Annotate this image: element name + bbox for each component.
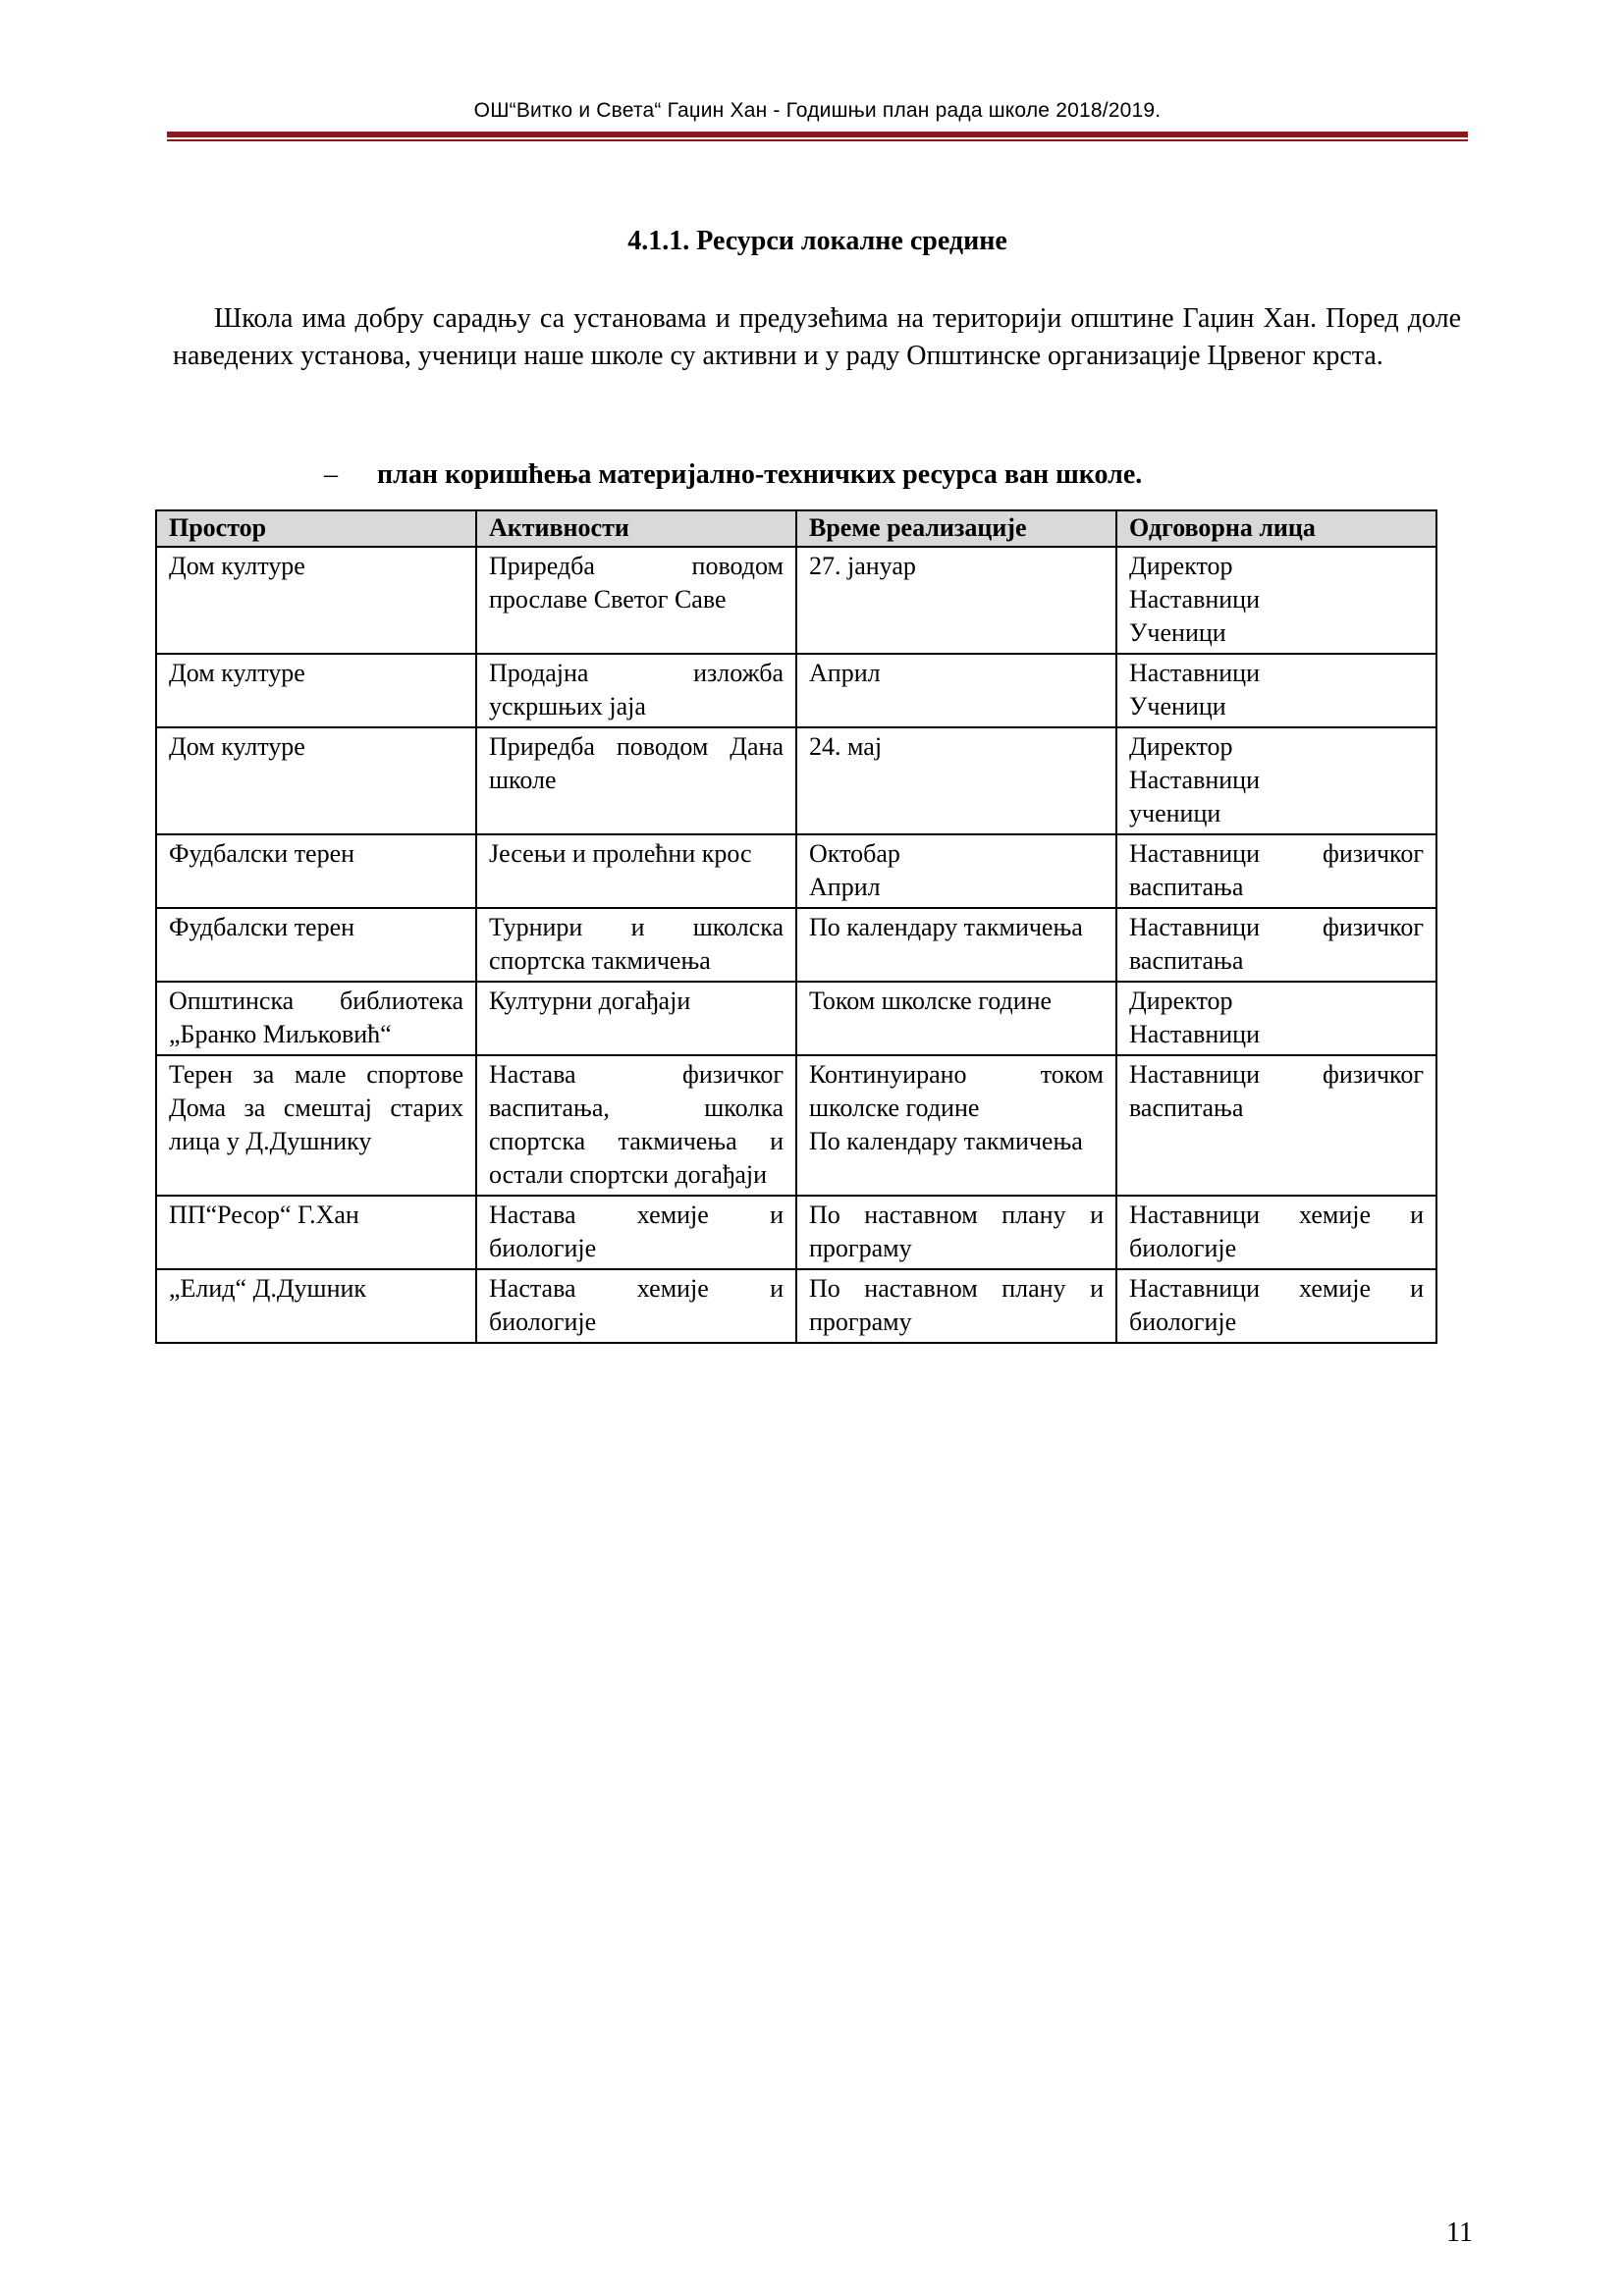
cell-vreme [796,547,1116,654]
cell-text: Наставници [1129,766,1261,794]
bullet-dash: – [324,459,338,490]
cell-text: Директор [1129,552,1233,580]
cell-vreme [796,982,1116,1055]
cell-text: Дом културе [169,732,305,761]
cell-lica [1116,654,1436,727]
header-rule [167,132,1468,137]
cell-lica [1116,1196,1436,1269]
table-body [156,547,1436,1343]
cell-text: По календару такмичења [809,913,1083,941]
cell-text: Настава физичког васпитања, школка спортска такмичења и остали спортски догађаји [489,1060,784,1189]
table-row [156,547,1436,654]
cell-aktivnosti [476,908,796,982]
cell-text: Јесењи и пролећни крос [489,839,752,868]
cell-text: Наставници [1129,585,1261,614]
cell-text: Културни догађаји [489,987,691,1015]
cell-aktivnosti [476,982,796,1055]
bullet-text: план коришћења материјално-техничких ресурса ван школе. [377,459,1143,490]
cell-lica [1116,1269,1436,1343]
cell-text: Настава хемије и биологије [489,1201,784,1262]
resources-table [155,509,1437,1344]
cell-text: Приредба поводом прославе Светог Саве [489,552,784,614]
table-row [156,727,1436,834]
cell-prostor [156,727,476,834]
cell-text: Наставници хемије и биологије [1129,1201,1424,1262]
cell-prostor [156,982,476,1055]
page-number: 11 [1446,2217,1473,2248]
header-cell-prostor: Простор [156,510,476,547]
document-header: ОШ“Витко и Света“ Гаџин Хан - Годишњи план рада школе 2018/2019. [473,99,1162,122]
cell-text: Терен за мале спортове Дома за смештај старих лица у Д.Душнику [169,1060,463,1155]
cell-text: Октобар [809,839,900,868]
cell-vreme [796,834,1116,908]
cell-text: ПП“Ресор“ Г.Хан [169,1201,359,1229]
cell-prostor [156,547,476,654]
cell-text: Ученици [1129,692,1226,721]
header-cell-aktivnosti: Активности [476,510,796,547]
cell-text: Приредба поводом Дана школе [489,732,784,794]
cell-text: 24. мај [809,732,883,761]
cell-text: Ученици [1129,618,1226,647]
cell-lica [1116,1055,1436,1196]
header-rule-thin [167,139,1468,141]
cell-text: Директор [1129,987,1233,1015]
cell-lica [1116,547,1436,654]
cell-text: Наставници [1129,1020,1261,1048]
cell-text: Април [809,873,881,901]
cell-lica [1116,834,1436,908]
header-cell-lica: Одговорна лица [1116,510,1436,547]
cell-text: Дом културе [169,552,305,580]
cell-aktivnosti [476,547,796,654]
cell-text: По наставном плану и програму [809,1274,1104,1336]
cell-text: Наставници физичког васпитања [1129,839,1424,901]
cell-text: Фудбалски терен [169,913,355,941]
cell-lica [1116,982,1436,1055]
cell-vreme [796,727,1116,834]
cell-text: По календару такмичења [809,1127,1083,1155]
section-heading: 4.1.1. Ресурси локалне средине [627,226,1007,256]
cell-prostor [156,654,476,727]
cell-text: Наставници хемије и биологије [1129,1274,1424,1336]
cell-prostor [156,1055,476,1196]
cell-text: 27. јануар [809,552,916,580]
cell-text: „Елид“ Д.Душник [169,1274,367,1303]
table-row [156,982,1436,1055]
cell-lica [1116,908,1436,982]
cell-vreme [796,654,1116,727]
cell-text: Наставници физичког васпитања [1129,1060,1424,1122]
cell-aktivnosti [476,1055,796,1196]
table-row [156,1196,1436,1269]
plan-bullet [324,457,1404,493]
table-row [156,654,1436,727]
cell-vreme [796,1196,1116,1269]
cell-aktivnosti [476,834,796,908]
table-row [156,908,1436,982]
cell-prostor [156,1269,476,1343]
cell-text: Наставници физичког васпитања [1129,913,1424,975]
cell-text: По наставном плану и програму [809,1201,1104,1262]
cell-text: Продајна изложба ускршњих јаја [489,659,784,721]
table-header-row [156,510,1436,547]
cell-aktivnosti [476,1196,796,1269]
table-row [156,834,1436,908]
cell-text: Април [809,659,881,687]
intro-paragraph: Школа има добру сарадњу са установама и предузећима на територији општине Гаџин Хан. Поред доле наведених установа, ученици наше школе су активни и у раду Општинске организације Црвеног крста. [173,303,1461,371]
table-row [156,1269,1436,1343]
cell-vreme [796,908,1116,982]
cell-text: Турнири и школска спортска такмичења [489,913,784,975]
cell-aktivnosti [476,1269,796,1343]
cell-vreme [796,1055,1116,1196]
cell-text: Континуирано током школске године [809,1060,1104,1122]
cell-prostor [156,908,476,982]
cell-text: Наставници [1129,659,1261,687]
cell-vreme [796,1269,1116,1343]
cell-text: Директор [1129,732,1233,761]
cell-prostor [156,834,476,908]
cell-lica [1116,727,1436,834]
table-row [156,1055,1436,1196]
cell-text: Фудбалски терен [169,839,355,868]
cell-text: Општинска библиотека „Бранко Миљковић“ [169,987,463,1048]
cell-text: ученици [1129,799,1221,828]
cell-aktivnosti [476,727,796,834]
cell-text: Настава хемије и биологије [489,1274,784,1336]
cell-aktivnosti [476,654,796,727]
cell-text: Током школске године [809,987,1053,1015]
cell-text: Дом културе [169,659,305,687]
header-cell-vreme: Време реализације [796,510,1116,547]
cell-prostor [156,1196,476,1269]
